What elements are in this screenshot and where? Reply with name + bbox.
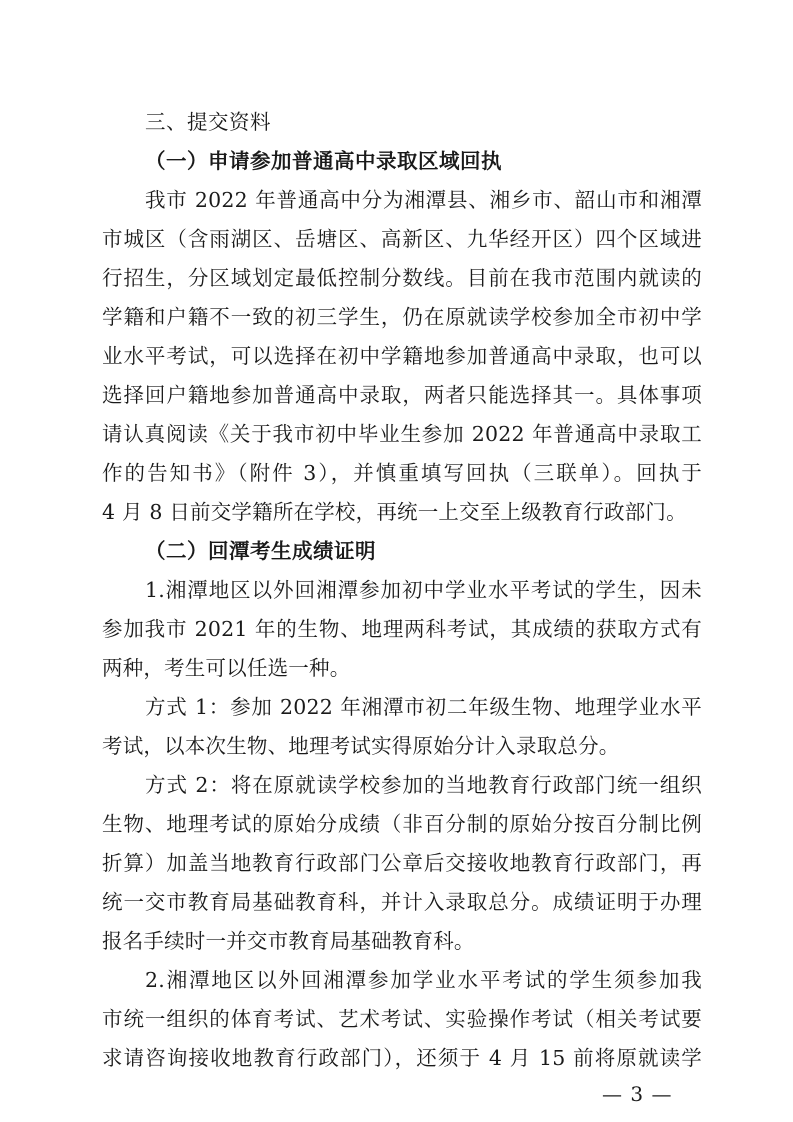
paragraph-line: 市统一组织的体育考试、艺术考试、实验操作考试（相关考试要 (102, 1007, 702, 1031)
paragraph-line: 作的告知书》（附件 3），并慎重填写回执（三联单）。回执于 (102, 461, 702, 485)
paragraph-line: 报名手续时一并交市教育局基础教育科。 (102, 929, 475, 953)
page-number: — 3 — (602, 1082, 673, 1106)
paragraph-line: 1.湘潭地区以外回湘潭参加初中学业水平考试的学生，因未 (145, 578, 702, 602)
paragraph-line: 方式 2：将在原就读学校参加的当地教育行政部门统一组织 (145, 773, 702, 797)
paragraph-line: 学籍和户籍不一致的初三学生，仍在原就读学校参加全市初中学 (102, 305, 702, 329)
paragraph-line: 我市 2022 年普通高中分为湘潭县、湘乡市、韶山市和湘潭 (145, 188, 702, 212)
paragraph-line: 参加我市 2021 年的生物、地理两科考试，其成绩的获取方式有 (102, 617, 702, 641)
subsection-title-1: （一）申请参加普通高中录取区域回执 (145, 149, 502, 173)
paragraph-line: 2.湘潭地区以外回湘潭参加学业水平考试的学生须参加我 (145, 968, 702, 992)
paragraph-line: 方式 1：参加 2022 年湘潭市初二年级生物、地理学业水平 (145, 695, 702, 719)
paragraph-line: 折算）加盖当地教育行政部门公章后交接收地教育行政部门，再 (102, 851, 702, 875)
paragraph-line: 生物、地理考试的原始分成绩（非百分制的原始分按百分制比例 (102, 812, 702, 836)
subsection-title-2: （二）回潭考生成绩证明 (145, 539, 376, 563)
section-title: 三、提交资料 (145, 110, 271, 134)
paragraph-line: 市城区（含雨湖区、岳塘区、高新区、九华经开区）四个区域进 (102, 227, 702, 251)
paragraph-line: 求请咨询接收地教育行政部门），还须于 4 月 15 前将原就读学 (102, 1046, 702, 1070)
paragraph-line: 两种，考生可以任选一种。 (102, 656, 351, 680)
paragraph-line: 考试，以本次生物、地理考试实得原始分计入录取总分。 (102, 734, 620, 758)
paragraph-line: 4 月 8 日前交学籍所在学校，再统一上交至上级教育行政部门。 (102, 500, 687, 524)
paragraph-line: 行招生，分区域划定最低控制分数线。目前在我市范围内就读的 (102, 266, 702, 290)
paragraph-line: 请认真阅读《关于我市初中毕业生参加 2022 年普通高中录取工 (102, 422, 702, 446)
paragraph-line: 统一交市教育局基础教育科，并计入录取总分。成绩证明于办理 (102, 890, 702, 914)
paragraph-line: 选择回户籍地参加普通高中录取，两者只能选择其一。具体事项 (102, 383, 702, 407)
paragraph-line: 业水平考试，可以选择在初中学籍地参加普通高中录取，也可以 (102, 344, 702, 368)
